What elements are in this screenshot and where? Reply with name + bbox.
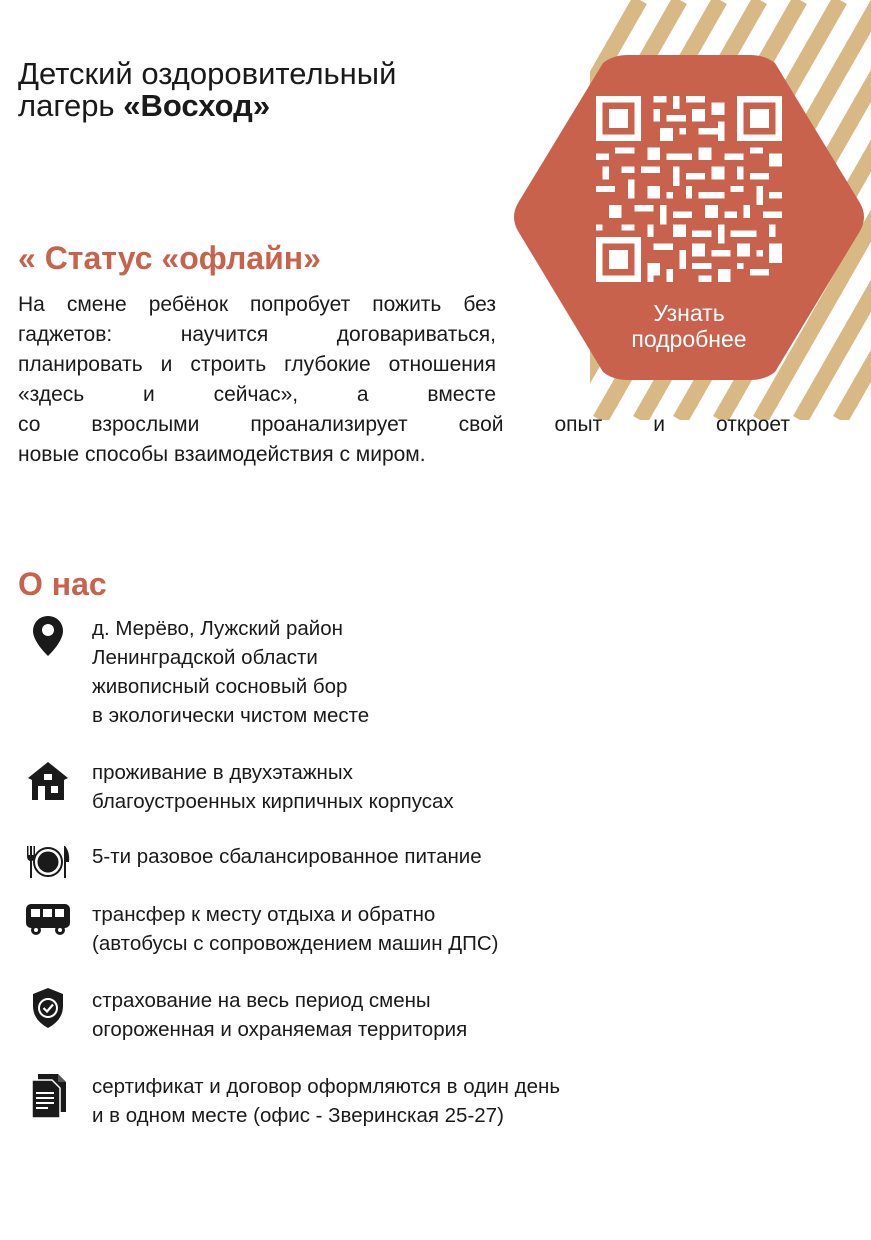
documents-line1: сертификат и договор оформляются в один день: [92, 1075, 560, 1098]
about-item-transfer: [22, 900, 782, 958]
about-item-food: [22, 842, 782, 886]
housing-line1: проживание в двухэтажных: [92, 761, 353, 784]
location-line4: в экологически чистом месте: [92, 704, 370, 727]
plate-cutlery-icon: [23, 842, 73, 882]
status-text-narrow: На смене ребёнок попробует пожить без гаджетов: научится договариваться, планировать и строить глубокие отношения «здесь и сейчас», а вместе: [18, 293, 496, 406]
transfer-line2: (автобусы с сопровождением машин ДПС): [92, 932, 499, 955]
status-text-wide: [18, 410, 790, 470]
location-line3: живописный сосновый бор: [92, 675, 348, 698]
qr-caption-line1: Узнать: [653, 300, 725, 326]
qr-caption-line2: подробнее: [631, 326, 747, 352]
about-item-safety: [22, 986, 782, 1044]
about-heading: О нас: [18, 566, 107, 602]
title-line2-prefix: лагерь: [18, 88, 124, 123]
safety-line2: огороженная и охраняемая территория: [92, 1018, 468, 1041]
status-text-wide-line2: новые способы взаимодействия с миром.: [18, 443, 426, 466]
food-line1: 5-ти разовое сбалансированное питание: [92, 845, 482, 868]
location-line1: д. Мерёво, Лужский район: [92, 617, 343, 640]
status-description: [18, 290, 798, 470]
about-item-documents: [22, 1072, 782, 1130]
about-item-housing: [22, 758, 782, 816]
safety-line1: страхование на весь период смены: [92, 989, 431, 1012]
about-item-location: [22, 614, 782, 730]
qr-code-icon[interactable]: [596, 96, 782, 282]
status-text-wide-line1: со взрослыми проанализирует свой опыт и откроет: [18, 413, 790, 436]
document-icon: [28, 1072, 68, 1118]
title-line1: Детский оздоровительный: [18, 56, 397, 91]
housing-line2: благоустроенных кирпичных корпусах: [92, 790, 454, 813]
title-camp-name: «Восход»: [123, 88, 271, 123]
location-pin-icon: [31, 614, 65, 658]
transfer-line1: трансфер к месту отдыха и обратно: [92, 903, 436, 926]
location-line2: Ленинградской области: [92, 646, 318, 669]
house-icon: [26, 758, 70, 802]
bus-icon: [24, 900, 72, 938]
status-heading: « Статус «офлайн»: [18, 240, 321, 276]
page-title: [18, 58, 578, 122]
shield-check-icon: [30, 986, 66, 1030]
documents-line2: и в одном месте (офис - Зверинская 25-27): [92, 1104, 504, 1127]
